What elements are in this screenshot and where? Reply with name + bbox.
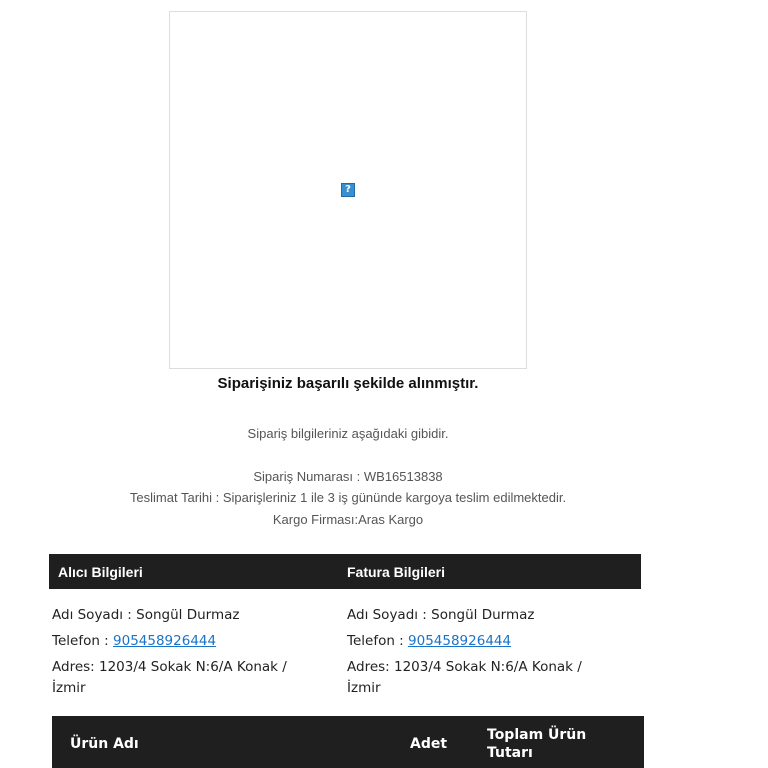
order-number: Sipariş Numarası : WB16513838 — [253, 469, 443, 484]
recipient-address-line2: İzmir — [52, 680, 86, 696]
recipient-phone-row — [52, 631, 332, 652]
billing-phone-label: Telefon : — [347, 633, 409, 649]
billing-info — [347, 605, 637, 699]
intro-text: Sipariş bilgileriniz aşağıdaki gibidir. — [247, 426, 449, 441]
delivery-date: Teslimat Tarihi : Siparişleriniz 1 ile 3 iş gününde kargoya teslim edilmektedir. — [129, 490, 567, 505]
col-total-line1: Toplam Ürün — [487, 727, 587, 743]
billing-phone-row — [347, 631, 637, 652]
recipient-name: Adı Soyadı : Songül Durmaz — [52, 607, 240, 623]
col-quantity: Adet — [410, 736, 448, 752]
col-total-line2: Tutarı — [487, 745, 533, 761]
success-heading: Siparişiniz başarılı şekilde alınmıştır. — [217, 375, 479, 392]
billing-address-line2: İzmir — [347, 680, 381, 696]
recipient-info — [52, 605, 332, 699]
recipient-phone-label: Telefon : — [52, 633, 114, 649]
products-table-header — [52, 716, 644, 768]
broken-image-icon: ? — [341, 183, 355, 197]
recipient-phone-link[interactable]: 905458926444 — [113, 633, 217, 649]
billing-phone-link[interactable]: 905458926444 — [408, 633, 512, 649]
recipient-address-line1: Adres: 1203/4 Sokak N:6/A Konak / — [52, 659, 287, 675]
billing-address-line1: Adres: 1203/4 Sokak N:6/A Konak / — [347, 659, 582, 675]
recipient-title: Alıcı Bilgileri — [58, 564, 143, 580]
billing-name: Adı Soyadı : Songül Durmaz — [347, 607, 535, 623]
info-header-bar — [49, 554, 641, 589]
billing-title: Fatura Bilgileri — [347, 564, 446, 580]
col-product-name: Ürün Adı — [70, 736, 139, 752]
cargo-company: Kargo Firması:Aras Kargo — [272, 512, 424, 527]
